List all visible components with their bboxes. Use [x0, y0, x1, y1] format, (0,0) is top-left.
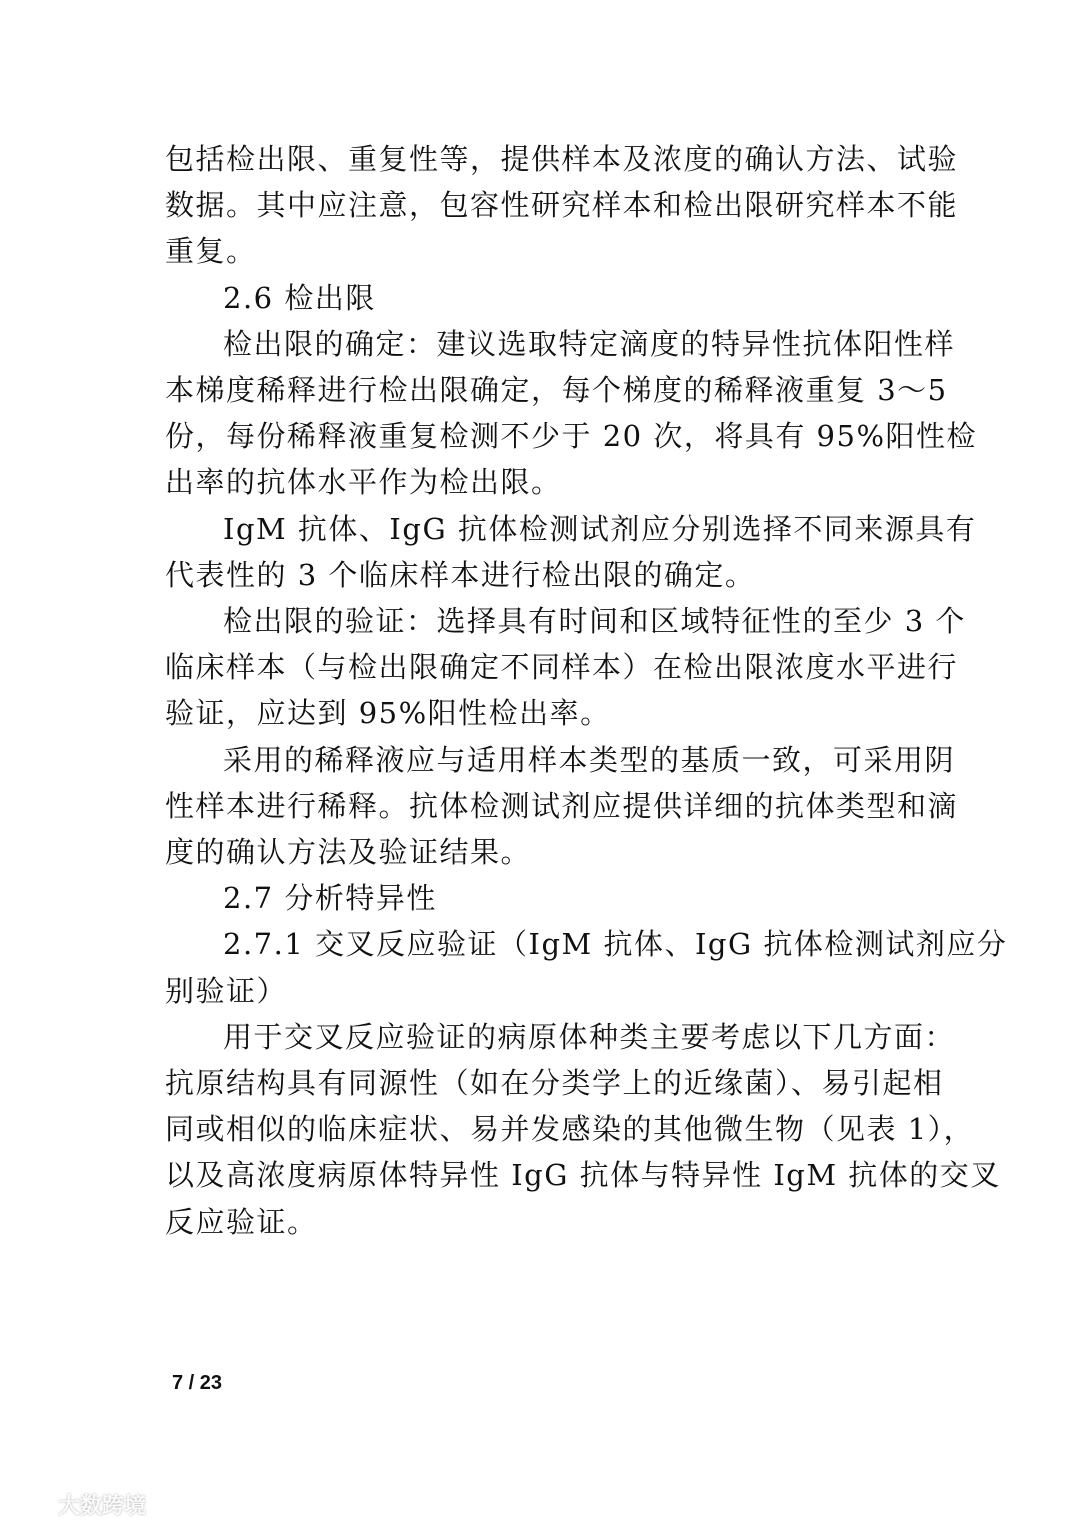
section-heading: [165, 275, 917, 321]
text-line: 份，每份稀释液重复检测不少于 20 次，将具有 95%阳性检: [165, 419, 978, 454]
text-line: 本梯度稀释进行检出限确定，每个梯度的稀释液重复 3～5: [165, 373, 948, 408]
text-line: 性样本进行稀释。抗体检测试剂应提供详细的抗体类型和滴: [165, 788, 959, 823]
text-line: 2.6 检出限: [223, 280, 376, 315]
paragraph: [165, 644, 959, 736]
paragraph: [165, 598, 966, 644]
text-line: 用于交叉反应验证的病原体种类主要考虑以下几方面：: [223, 1019, 956, 1054]
paragraph: [165, 737, 956, 783]
text-line: 反应验证。: [165, 1204, 318, 1239]
watermark: [12, 1486, 146, 1522]
subsection-heading: [165, 921, 1008, 967]
paragraph: [165, 136, 959, 275]
watermark-logo-icon: [12, 1489, 52, 1519]
paragraph: [165, 1060, 1001, 1245]
paragraph: [165, 506, 977, 552]
paragraph: [165, 1014, 956, 1060]
paragraph: [165, 968, 917, 1014]
text-line: 检出限的验证：选择具有时间和区域特征性的至少 3 个: [223, 604, 966, 639]
text-line: 检出限的确定：建议选取特定滴度的特异性抗体阳性样: [223, 326, 956, 361]
watermark-text: 大数跨境: [58, 1493, 147, 1519]
text-line: 2.7 分析特异性: [223, 881, 437, 916]
paragraph: [165, 367, 978, 506]
text-line: 包括检出限、重复性等，提供样本及浓度的确认方法、试验: [165, 142, 959, 176]
text-line: 出率的抗体水平作为检出限。: [165, 465, 562, 500]
text-line: 验证，应达到 95%阳性检出率。: [165, 696, 611, 731]
text-line: 度的确认方法及验证结果。: [165, 835, 532, 870]
text-line: 别验证）: [165, 973, 288, 1008]
paragraph: [165, 783, 959, 875]
text-line: 以及高浓度病原体特异性 IgG 抗体与特异性 IgM 抗体的交叉: [165, 1158, 1001, 1193]
section-heading: [165, 875, 917, 921]
text-line: 数据。其中应注意，包容性研究样本和检出限研究样本不能: [165, 188, 959, 223]
text-line: 代表性的 3 个临床样本进行检出限的确定。: [165, 557, 756, 592]
text-line: 临床样本（与检出限确定不同样本）在检出限浓度水平进行: [165, 650, 959, 685]
text-line: 2.7.1 交叉反应验证（IgM 抗体、IgG 抗体检测试剂应分: [223, 927, 1008, 962]
text-line: 采用的稀释液应与适用样本类型的基质一致，可采用阴: [223, 742, 956, 777]
text-line: 同或相似的临床症状、易并发感染的其他微生物（见表 1），: [165, 1112, 975, 1147]
paragraph: [165, 552, 917, 598]
paragraph: [165, 321, 956, 367]
document-body: [165, 136, 1008, 1245]
page-number: 7 / 23: [172, 1372, 223, 1394]
text-line: 重复。: [165, 234, 257, 269]
text-line: IgM 抗体、IgG 抗体检测试剂应分别选择不同来源具有: [223, 511, 977, 546]
text-line: 抗原结构具有同源性（如在分类学上的近缘菌）、易引起相: [165, 1066, 944, 1101]
